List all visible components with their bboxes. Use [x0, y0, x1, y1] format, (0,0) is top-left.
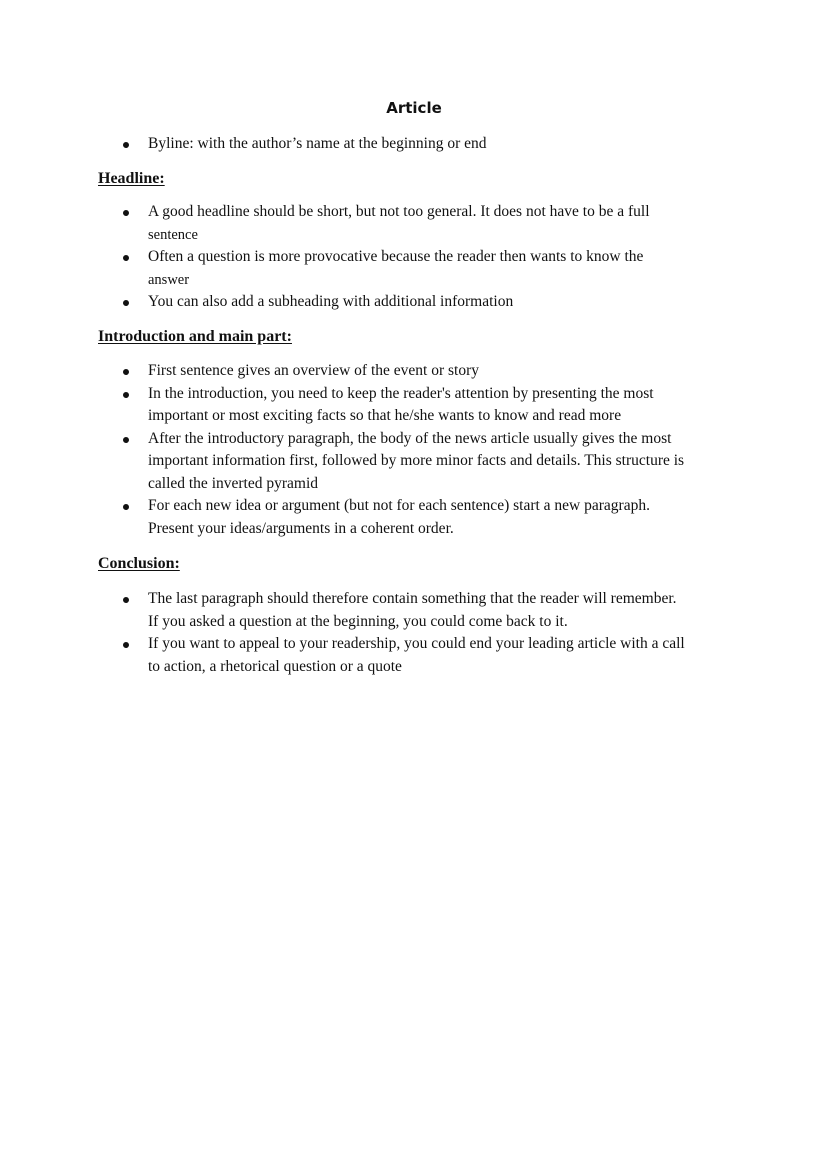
list-item-text: You can also add a subheading with additional information — [148, 293, 514, 310]
list-item — [0, 588, 828, 633]
list-item-text: answer — [148, 271, 190, 288]
bullet-icon — [123, 369, 129, 375]
list-item-text: sentence — [148, 226, 198, 243]
list-item — [0, 201, 828, 246]
bullet-icon — [123, 210, 129, 216]
bullet-icon — [123, 597, 129, 603]
list-item-text: important or most exciting facts so that he/she wants to know and read more — [148, 407, 622, 424]
list-item — [0, 633, 828, 678]
list-item-text: First sentence gives an overview of the event or story — [148, 362, 480, 379]
list-item — [0, 383, 828, 428]
bullet-icon — [123, 437, 129, 443]
list-item — [0, 246, 828, 291]
list-item-text: If you asked a question at the beginning, you could come back to it. — [148, 612, 568, 630]
headline-list — [0, 201, 828, 314]
bullet-icon — [123, 642, 129, 648]
list-item — [0, 360, 828, 383]
list-item — [0, 428, 828, 496]
byline-list — [0, 133, 828, 156]
list-item — [0, 495, 828, 540]
list-item-text: For each new idea or argument (but not for each sentence) start a new paragraph. — [148, 497, 650, 514]
list-item-text: The last paragraph should therefore contain something that the reader will remember. — [148, 590, 677, 607]
list-item-text: Present your ideas/arguments in a coherent order. — [148, 519, 454, 537]
bullet-icon — [123, 255, 129, 261]
list-item — [0, 133, 828, 156]
list-item-text: After the introductory paragraph, the body of the news article usually gives the most — [148, 429, 672, 447]
bullet-icon — [123, 392, 129, 398]
list-item-text: called the inverted pyramid — [148, 474, 319, 492]
introduction-heading: Introduction and main part: — [98, 328, 292, 345]
list-item-text: Byline: with the author’s name at the beginning or end — [148, 135, 487, 152]
introduction-list — [0, 360, 828, 540]
bullet-icon — [123, 300, 129, 306]
headline-heading: Headline: — [98, 170, 165, 187]
list-item-text: A good headline should be short, but not too general. It does not have to be a full — [148, 203, 650, 220]
list-item — [0, 291, 828, 314]
bullet-icon — [123, 504, 129, 510]
bullet-icon — [123, 142, 129, 148]
document-title: Article — [386, 99, 442, 117]
conclusion-list — [0, 588, 828, 678]
list-item-text: important information first, followed by more minor facts and details. This structure is — [148, 452, 685, 469]
list-item-text: In the introduction, you need to keep the reader's attention by presenting the most — [148, 384, 654, 402]
conclusion-heading: Conclusion: — [98, 555, 180, 572]
list-item-text: to action, a rhetorical question or a quote — [148, 657, 402, 675]
list-item-text: If you want to appeal to your readership, you could end your leading article with a call — [148, 635, 685, 652]
list-item-text: Often a question is more provocative because the reader then wants to know the — [148, 248, 644, 265]
